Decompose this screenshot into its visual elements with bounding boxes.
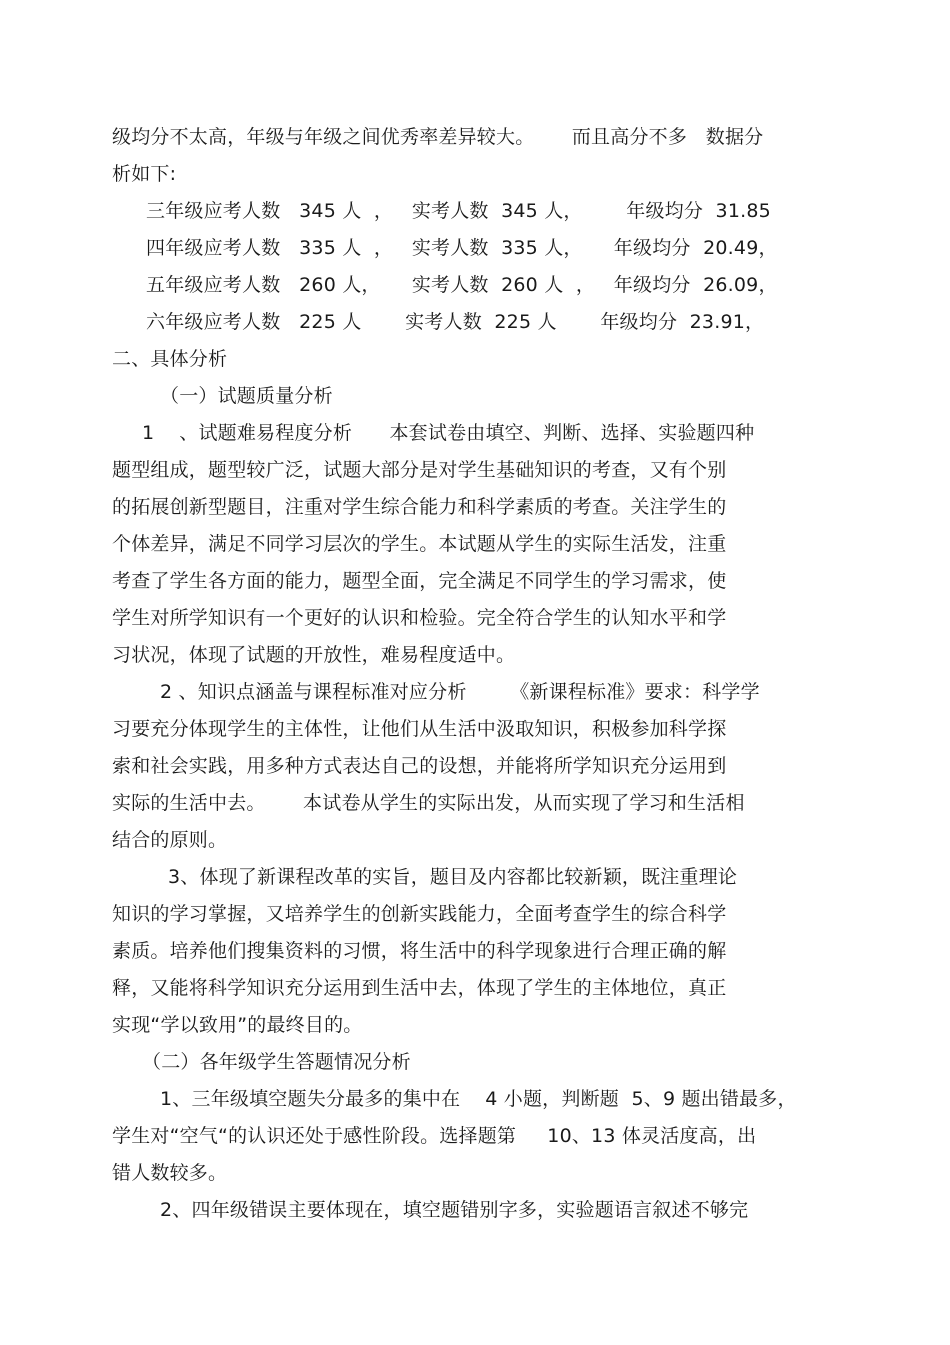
text-line-11: 的拓展创新型题目，注重对学生综合能力和科学素质的考查。关注学生的 xyxy=(112,496,727,518)
text-line-10: 题型组成，题型较广泛，试题大部分是对学生基础知识的考查，又有个别 xyxy=(112,459,727,481)
text-line-15: 习状况，体现了试题的开放性，难易程度适中。 xyxy=(112,644,516,666)
stats-line-grade-4: 四年级应考人数 335 人 ， 实考人数 335 人， 年级均分 20.49， xyxy=(146,237,778,259)
text-line-13: 考查了学生各方面的能力，题型全面，完全满足不同学生的学习需求，使 xyxy=(112,570,727,592)
text-line-27: 1、三年级填空题失分最多的集中在 4 小题，判断题 5、9 题出错最多， xyxy=(160,1088,797,1110)
stats-line-grade-5: 五年级应考人数 260 人， 实考人数 260 人 ， 年级均分 26.09， xyxy=(146,274,778,296)
text-line-28: 学生对“空气“的认识还处于感性阶段。选择题第 10、13 体灵活度高，出 xyxy=(112,1125,757,1147)
stats-line-grade-6: 六年级应考人数 225 人 实考人数 225 人 年级均分 23.91， xyxy=(146,311,765,333)
text-line-2: 析如下: xyxy=(112,163,177,185)
text-line-29: 错人数较多。 xyxy=(112,1162,228,1184)
text-line-25: 实现“学以致用”的最终目的。 xyxy=(112,1014,363,1036)
text-line-12: 个体差异，满足不同学习层次的学生。本试题从学生的实际生活发，注重 xyxy=(112,533,727,555)
text-line-20: 结合的原则。 xyxy=(112,829,228,851)
text-line-22: 知识的学习掌握，又培养学生的创新实践能力，全面考查学生的综合科学 xyxy=(112,903,727,925)
text-line-16: 2 、知识点涵盖与课程标准对应分析 《新课程标准》要求：科学学 xyxy=(160,681,760,703)
subsection-heading-1: （一）试题质量分析 xyxy=(160,385,333,407)
text-line-24: 释，又能将科学知识充分运用到生活中去，体现了学生的主体地位，真正 xyxy=(112,977,727,999)
text-line-14: 学生对所学知识有一个更好的认识和检验。完全符合学生的认知水平和学 xyxy=(112,607,727,629)
text-line-30: 2、四年级错误主要体现在，填空题错别字多，实验题语言叙述不够完 xyxy=(160,1199,749,1221)
text-line-9: 1 、试题难易程度分析 本套试卷由填空、判断、选择、实验题四种 xyxy=(142,422,755,444)
section-heading: 二、具体分析 xyxy=(112,348,228,370)
text-line-1: 级均分不太高，年级与年级之间优秀率差异较大。 而且高分不多 数据分 xyxy=(112,126,764,148)
text-line-21: 3、体现了新课程改革的实旨，题目及内容都比较新颖，既注重理论 xyxy=(168,866,738,888)
text-line-17: 习要充分体现学生的主体性，让他们从生活中汲取知识，积极参加科学探 xyxy=(112,718,727,740)
stats-line-grade-3: 三年级应考人数 345 人 ， 实考人数 345 人， 年级均分 31.85 xyxy=(146,200,771,222)
text-line-19: 实际的生活中去。 本试卷从学生的实际出发，从而实现了学习和生活相 xyxy=(112,792,745,814)
subsection-heading-2: （二）各年级学生答题情况分析 xyxy=(142,1051,411,1073)
text-line-18: 索和社会实践，用多种方式表达自己的设想，并能将所学知识充分运用到 xyxy=(112,755,727,777)
text-line-23: 素质。培养他们搜集资料的习惯，将生活中的科学现象进行合理正确的解 xyxy=(112,940,727,962)
